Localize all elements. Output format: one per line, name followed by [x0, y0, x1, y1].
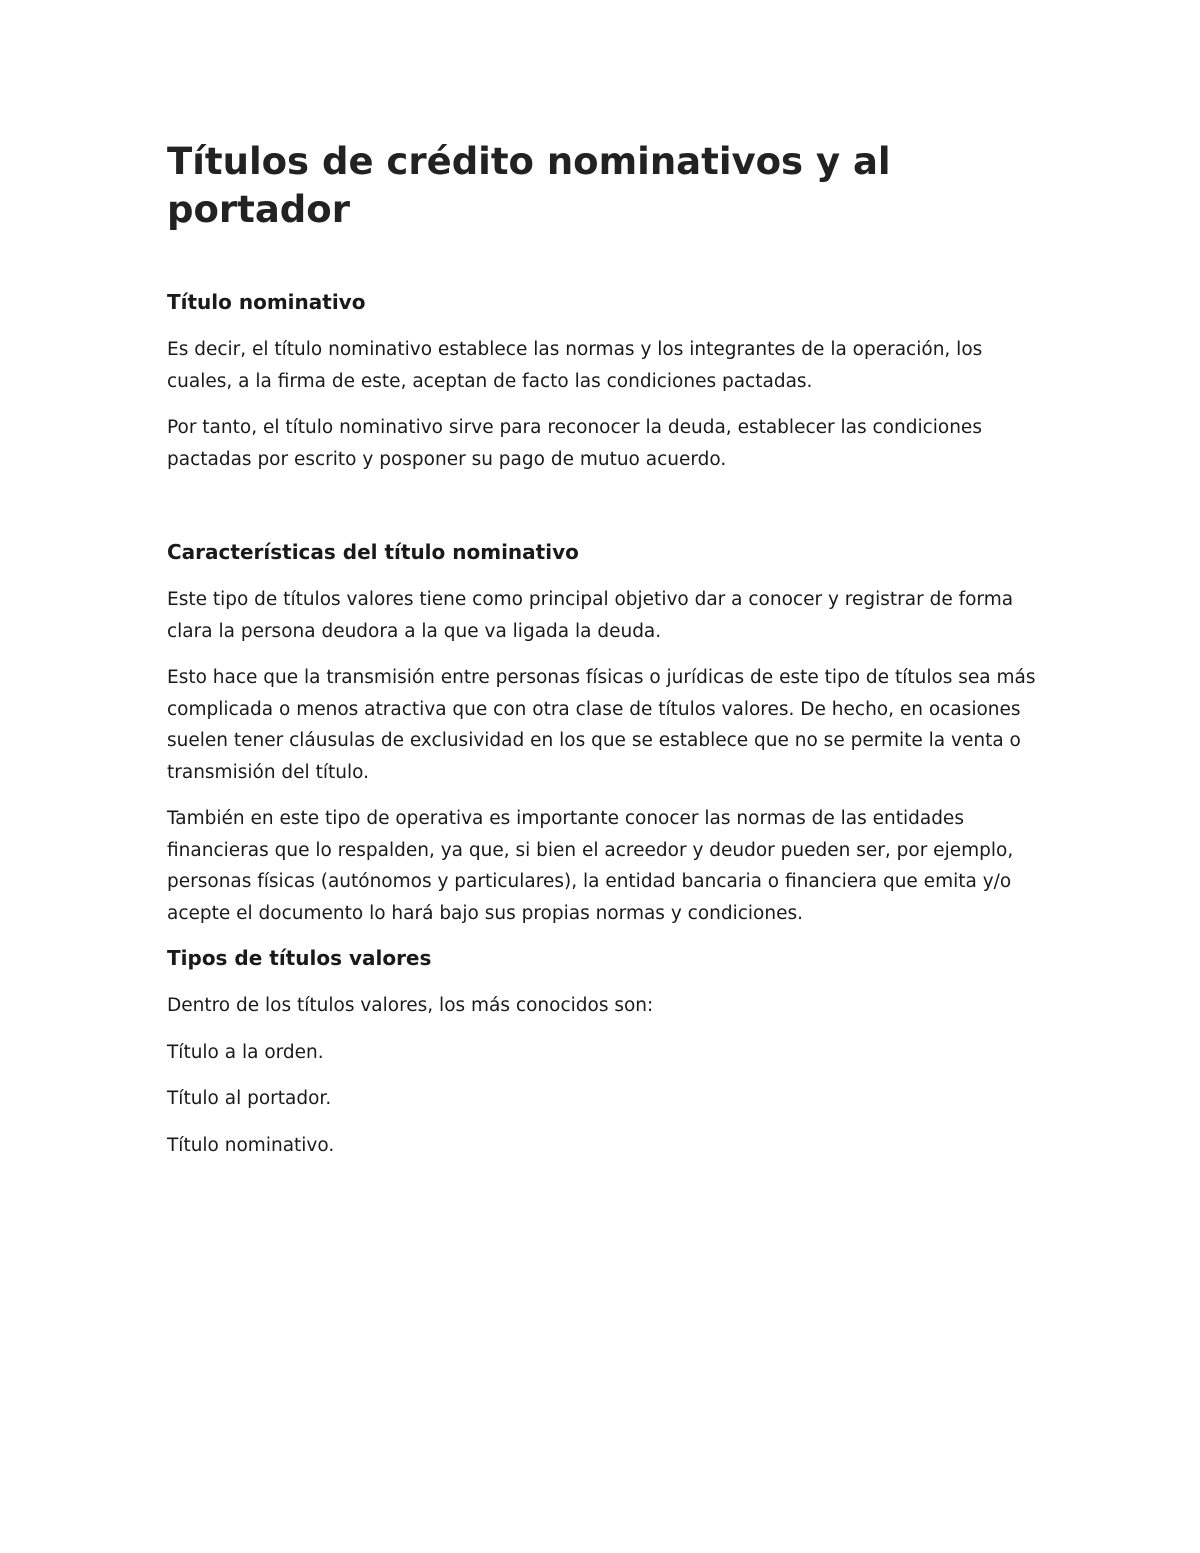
- list-item: Título nominativo.: [167, 1134, 335, 1156]
- section-tipos: [167, 944, 1047, 1161]
- document-title: Títulos de crédito nominativos y al portador: [167, 140, 891, 231]
- section-caracteristicas: [167, 538, 1047, 929]
- section-heading: Características del título nominativo: [167, 540, 579, 564]
- paragraph: Por tanto, el título nominativo sirve para reconocer la deuda, establecer las condiciones pactadas por escrito y posponer su pago de mutuo acuerdo.: [167, 417, 982, 470]
- paragraph: También en este tipo de operativa es importante conocer las normas de las entidades financieras que lo respalden, ya que, si bien el acreedor y deudor pueden ser, por ejemplo, personas físicas (autónomos y particulares), la entidad bancaria o financiera que emita y/o acepte el documento lo hará bajo sus propias normas y condiciones.: [167, 808, 1014, 924]
- list-item: Título al portador.: [167, 1088, 332, 1109]
- document-page: [167, 138, 1047, 1176]
- list-item: Título a la orden.: [167, 1041, 324, 1063]
- paragraph: Esto hace que la transmisión entre personas físicas o jurídicas de este tipo de títulos sea más complicada o menos atractiva que con otra clase de títulos valores. De hecho, en ocasiones suelen tener cláusulas de exclusividad en los que se establece que no se permite la venta o transmisión del título.: [167, 667, 1036, 783]
- paragraph: Este tipo de títulos valores tiene como principal objetivo dar a conocer y registrar de forma clara la persona deudora a la que va ligada la deuda.: [167, 589, 1014, 642]
- paragraph: Es decir, el título nominativo establece las normas y los integrantes de la operación, los cuales, a la firma de este, aceptan de facto las condiciones pactadas.: [167, 339, 983, 392]
- spacer: [167, 490, 1047, 538]
- paragraph: Dentro de los títulos valores, los más conocidos son:: [167, 995, 654, 1016]
- section-heading: Título nominativo: [167, 290, 366, 314]
- section-titulo-nominativo: [167, 288, 1047, 475]
- section-heading: Tipos de títulos valores: [167, 946, 432, 970]
